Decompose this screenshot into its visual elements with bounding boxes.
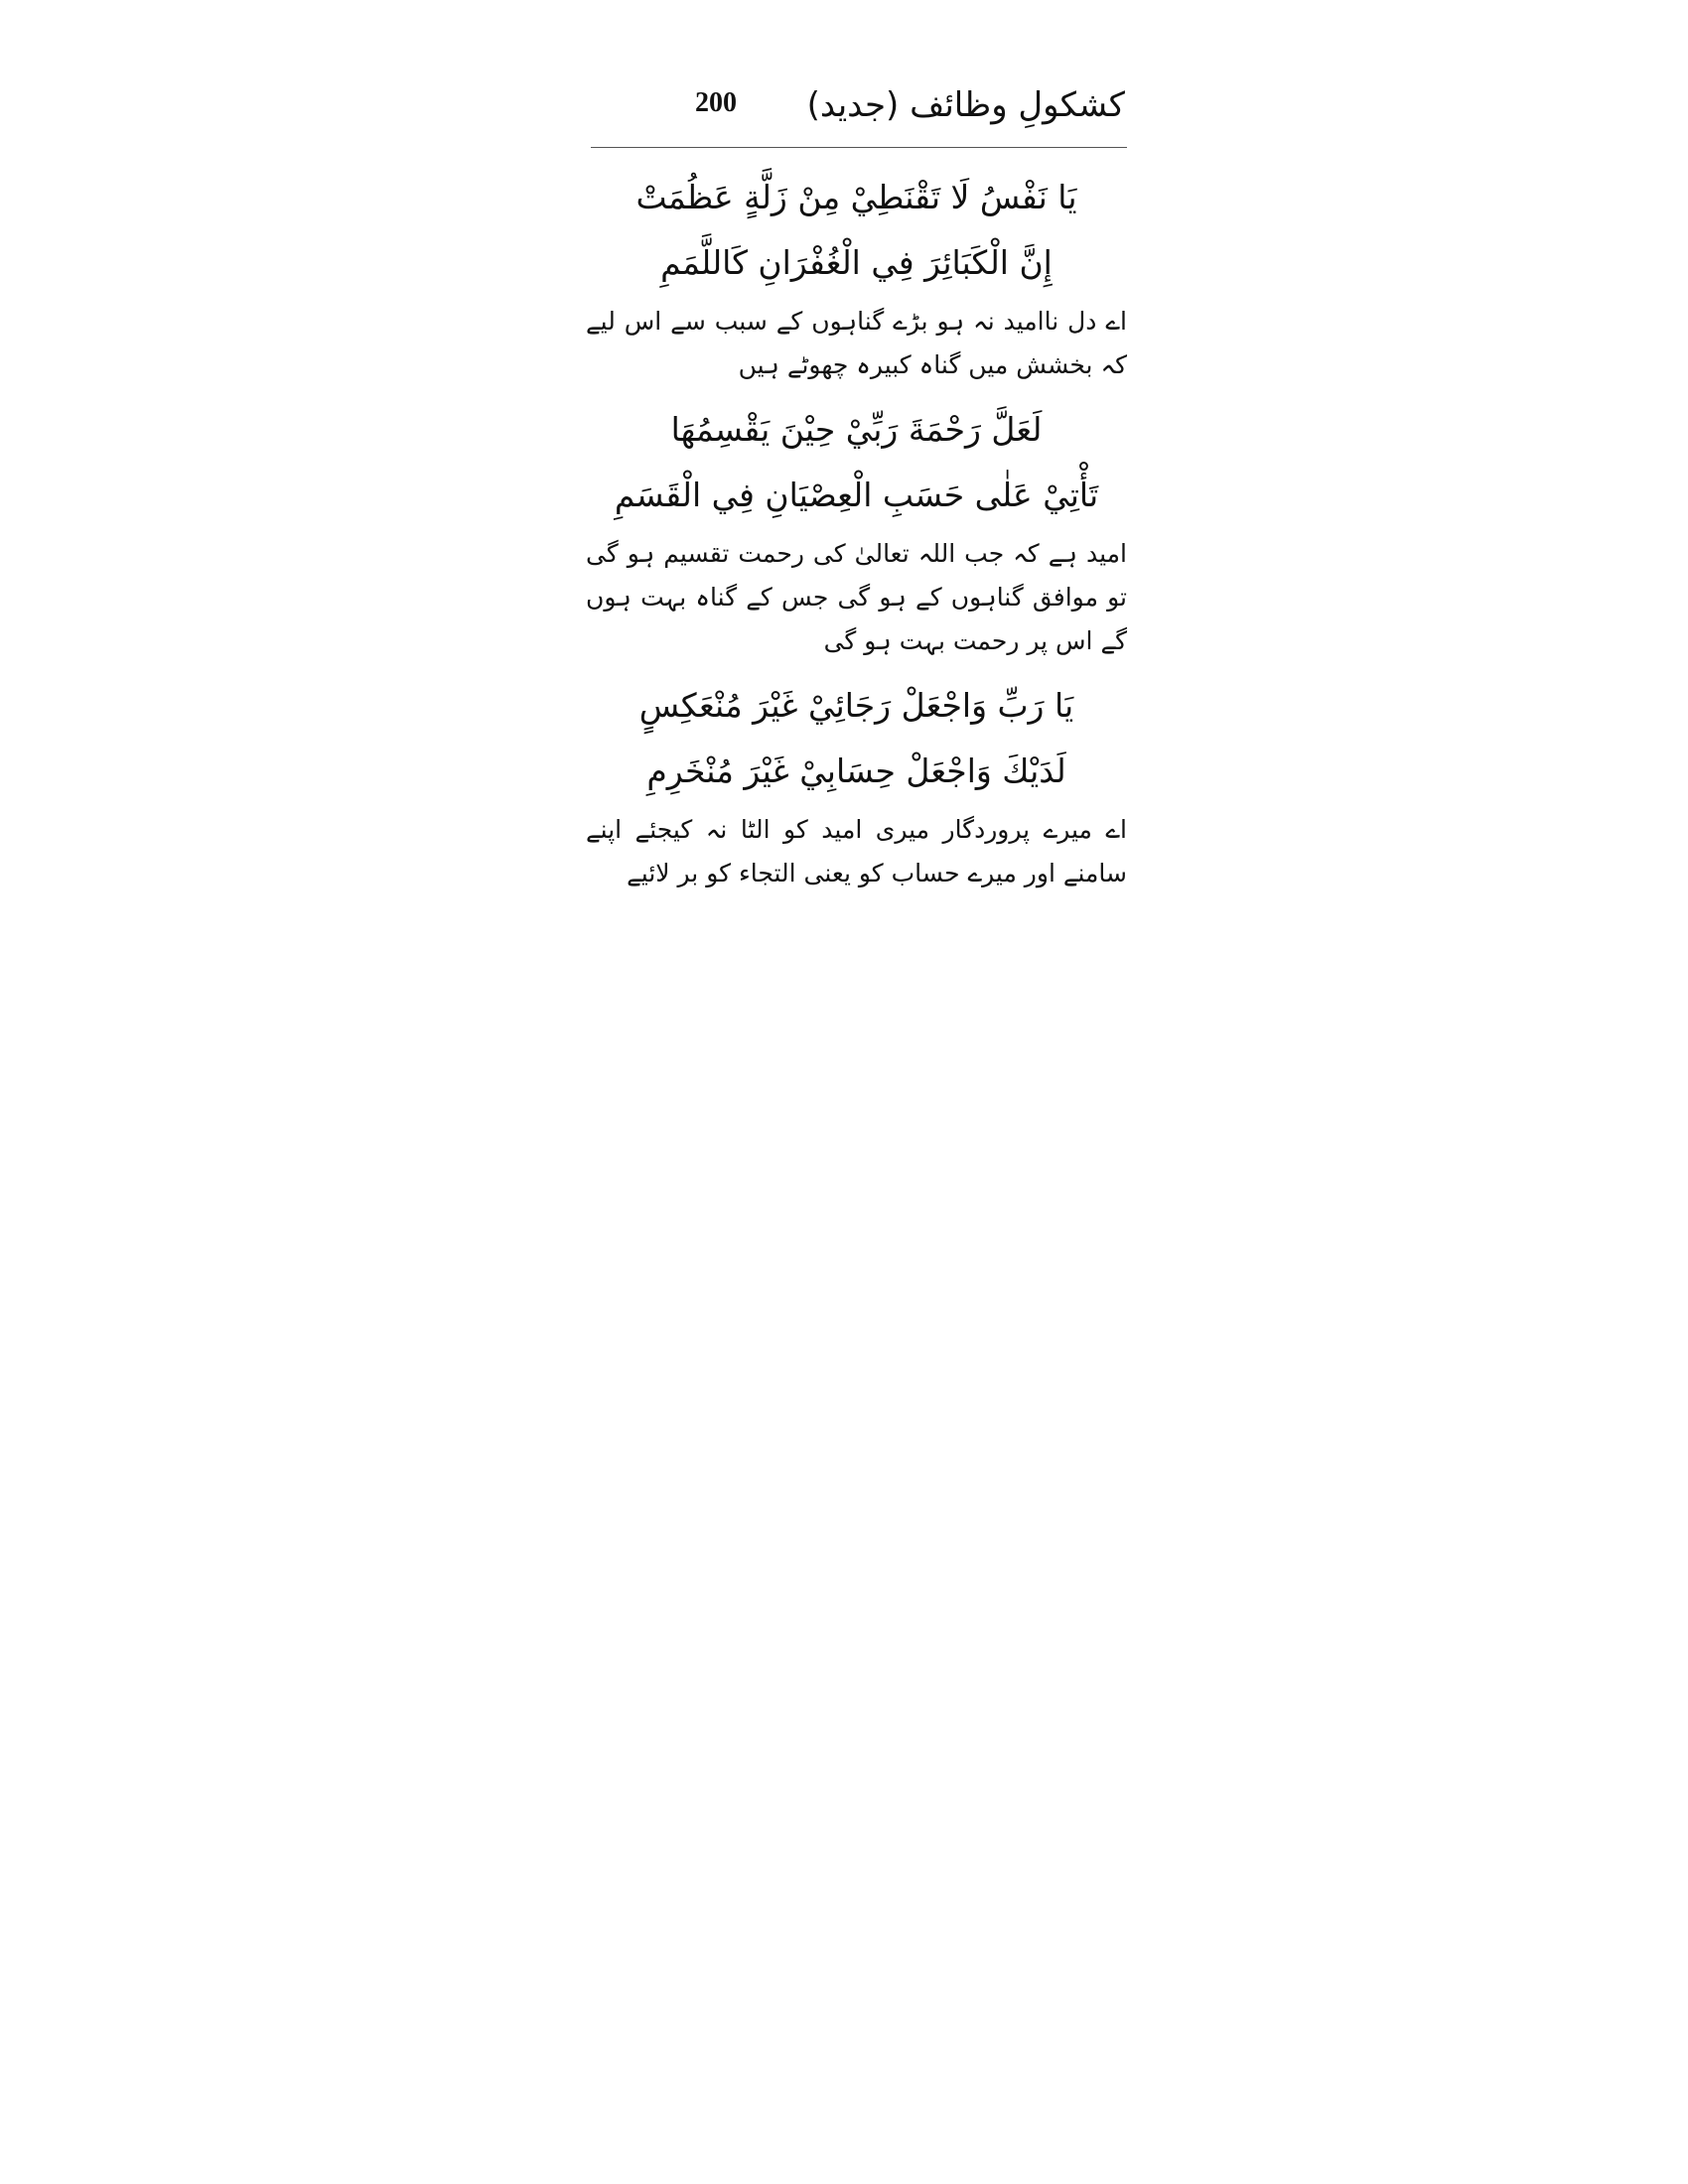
arabic-verse-line: يَا رَبِّ وَاجْعَلْ رَجَائِيْ غَيْرَ مُنْعَكِسٍ [638, 686, 1074, 725]
urdu-translation: اے دل ناامید نہ ہو بڑے گناہوں کے سبب سے اس لیے کہ بخشش میں گناہ کبیرہ چھوٹے ہیں [586, 307, 1127, 379]
page-block [586, 79, 1127, 905]
arabic-verse-line: إِنَّ الْكَبَائِرَ فِي الْغُفْرَانِ كَاللَّمَمِ [660, 243, 1053, 282]
page-header [586, 79, 1127, 151]
page-content [586, 165, 1127, 895]
arabic-verse-line: يَا نَفْسُ لَا تَقْنَطِيْ مِنْ زَلَّةٍ عَظُمَتْ [635, 178, 1077, 216]
urdu-translation: امید ہے کہ جب اللہ تعالیٰ کی رحمت تقسیم ہو گی تو موافق گناہوں کے ہو گی جس کے گناہ بہت ہوں گے اس پر رحمت بہت ہو گی [586, 539, 1127, 655]
arabic-verse-line: تَأْتِيْ عَلٰى حَسَبِ الْعِصْيَانِ فِي الْقَسَمِ [614, 476, 1099, 514]
page-number: 200 [695, 87, 737, 118]
urdu-translation: اے میرے پروردگار میری امید کو الٹا نہ کیجئے اپنے سامنے اور میرے حساب کو یعنی التجاء کو بر لائیے [586, 815, 1127, 887]
stanza-1 [586, 165, 1127, 387]
stanza-2 [586, 397, 1127, 663]
arabic-verse-line: لَدَيْكَ وَاجْعَلْ حِسَابِيْ غَيْرَ مُنْخَرِمِ [646, 751, 1066, 790]
header-divider [591, 147, 1127, 148]
book-title: کشکولِ وظائف (جدید) [806, 85, 1125, 125]
arabic-verse-line: لَعَلَّ رَحْمَةَ رَبِّيْ حِيْنَ يَقْسِمُهَا [670, 410, 1043, 449]
stanza-3 [586, 673, 1127, 895]
